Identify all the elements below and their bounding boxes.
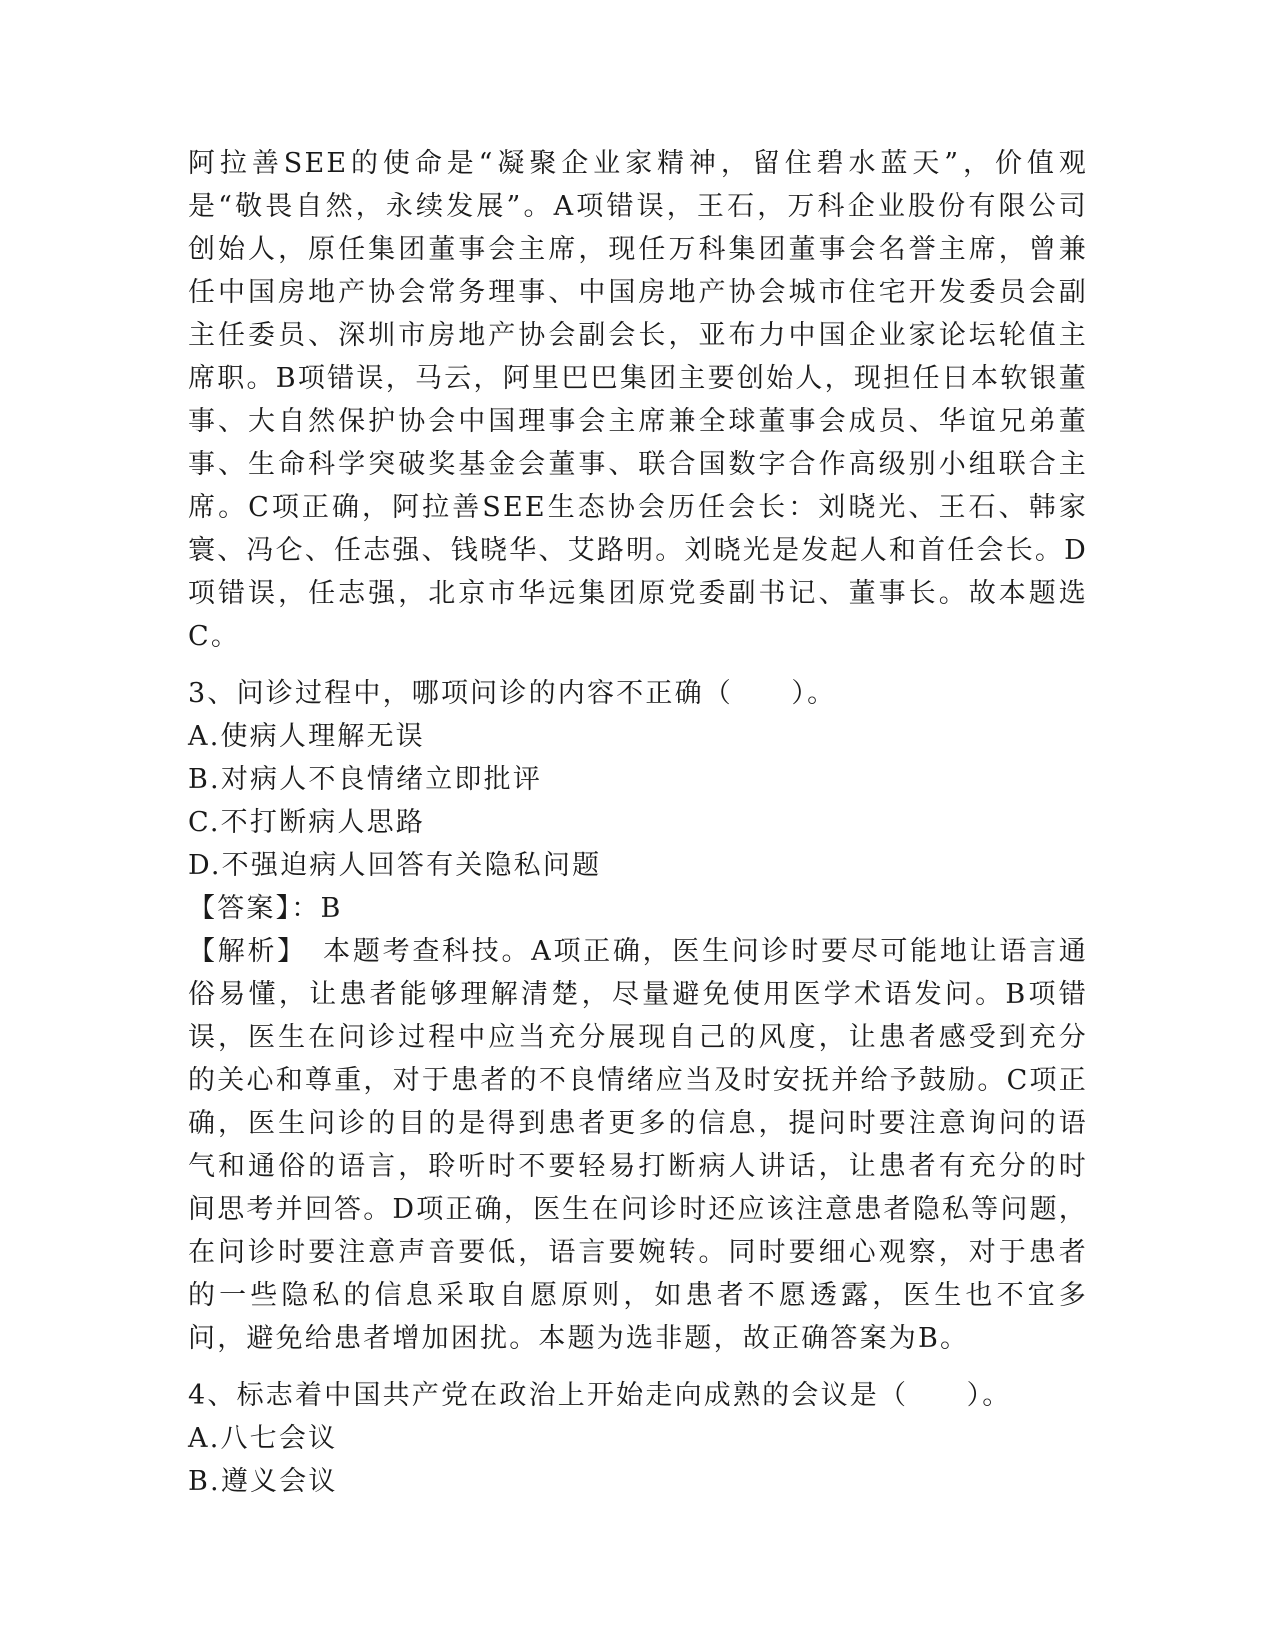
question-3-stem: 3、问诊过程中，哪项问诊的内容不正确（ ）。 [188, 678, 837, 709]
question-4-option-b: B.遵义会议 [188, 1466, 338, 1497]
spacer [188, 658, 1088, 672]
spacer [188, 1360, 1088, 1374]
question-4-option-a: A.八七会议 [188, 1423, 338, 1454]
explanation-continuation: 阿拉善SEE的使命是“凝聚企业家精神，留住碧水蓝天”，价值观是“敬畏自然，永续发展”。A项错误，王石，万科企业股份有限公司创始人，原任集团董事会主席，现任万科集团董事会名誉主席，曾兼任中国房地产协会常务理事、中国房地产协会城市住宅开发委员会副主任委员、深圳市房地产协会副会长，亚布力中国企业家论坛轮值主席职。B项错误，马云，阿里巴巴集团主要创始人，现担任日本软银董事、大自然保护协会中国理事会主席兼全球董事会成员、华谊兄弟董事、生命科学突破奖基金会董事、联合国数字合作高级别小组联合主席。C项正确，阿拉善SEE生态协会历任会长：刘晓光、王石、韩家寰、冯仑、任志强、钱晓华、艾路明。刘晓光是发起人和首任会长。D项错误，任志强，北京市华远集团原党委副书记、董事长。故本题选C。 [188, 148, 1088, 652]
question-3-option-d: D.不强迫病人回答有关隐私问题 [188, 850, 602, 881]
question-3-option-b: B.对病人不良情绪立即批评 [188, 764, 543, 795]
document-content [188, 142, 1088, 1503]
question-4-stem: 4、标志着中国共产党在政治上开始走向成熟的会议是（ ）。 [188, 1380, 1012, 1411]
question-3-option-c: C.不打断病人思路 [188, 807, 426, 838]
analysis-label: 【解析】 [188, 936, 294, 967]
answer-value: B [320, 893, 343, 924]
answer-label: 【答案】： [188, 893, 321, 924]
analysis-text: 本题考查科技。A项正确，医生问诊时要尽可能地让语言通俗易懂，让患者能够理解清楚，尽量避免使用医学术语发问。B项错误，医生在问诊过程中应当充分展现自己的风度，让患者感受到充分的关心和尊重，对于患者的不良情绪应当及时安抚并给予鼓励。C项正确，医生问诊的目的是得到患者更多的信息，提问时要注意询问的语气和通俗的语言，聆听时不要轻易打断病人讲话，让患者有充分的时间思考并回答。D项正确，医生在问诊时还应该注意患者隐私等问题，在问诊时要注意声音要低，语言要婉转。同时要细心观察，对于患者的一些隐私的信息采取自愿原则，如患者不愿透露，医生也不宜多问，避免给患者增加困扰。本题为选非题，故正确答案为B。 [188, 936, 1088, 1354]
question-3-analysis [188, 930, 1088, 1360]
question-3-option-a: A.使病人理解无误 [188, 721, 425, 752]
question-3-answer [188, 887, 1088, 930]
